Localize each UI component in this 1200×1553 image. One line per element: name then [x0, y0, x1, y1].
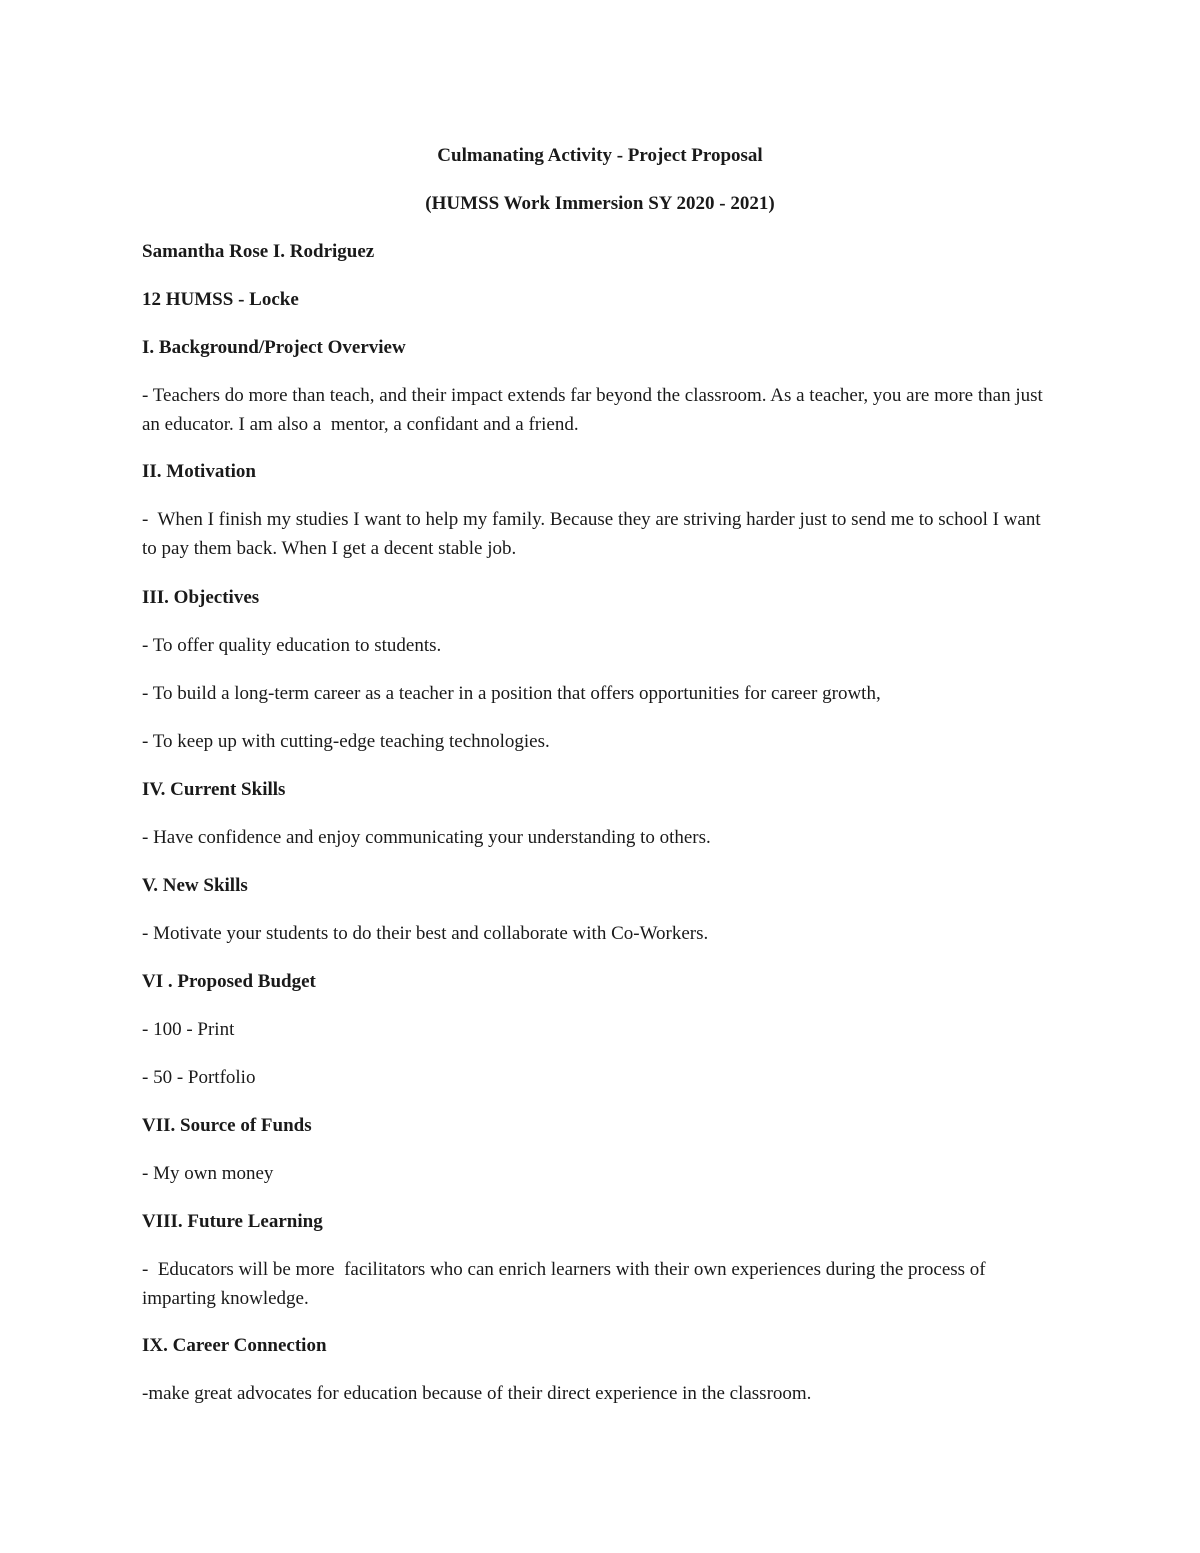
student-name: Samantha Rose I. Rodriguez [142, 241, 375, 262]
section-heading-future-learning: VIII. Future Learning [142, 1211, 323, 1232]
section-text-background: - Teachers do more than teach, and their impact extends far beyond the classroom. As a teacher, you are more than just an educator. I am also a mentor, a confidant and a friend. [142, 385, 1048, 435]
section-heading-new-skills: V. New Skills [142, 875, 248, 896]
budget-item: - 50 - Portfolio [142, 1067, 256, 1088]
section-heading-objectives: III. Objectives [142, 587, 260, 608]
section-heading-source-of-funds: VII. Source of Funds [142, 1115, 312, 1136]
section-text-current-skills: - Have confidence and enjoy communicating your understanding to others. [142, 827, 711, 848]
section-text-career-connection: -make great advocates for education because of their direct experience in the classroom. [142, 1383, 812, 1404]
objective-item: - To build a long-term career as a teacher in a position that offers opportunities for career growth, [142, 683, 881, 704]
section-heading-proposed-budget: VI . Proposed Budget [142, 971, 316, 992]
objective-item: - To offer quality education to students. [142, 635, 442, 656]
section-text-new-skills: - Motivate your students to do their best and collaborate with Co-Workers. [142, 923, 709, 944]
budget-item: - 100 - Print [142, 1019, 235, 1040]
section-heading-motivation: II. Motivation [142, 461, 256, 482]
section-text-source-of-funds: - My own money [142, 1163, 274, 1184]
section-heading-current-skills: IV. Current Skills [142, 779, 286, 800]
section-text-motivation: - When I finish my studies I want to help my family. Because they are striving harder just to send me to school I want to pay them back. When I get a decent stable job. [142, 509, 1046, 559]
section-text-future-learning: - Educators will be more facilitators who can enrich learners with their own experiences during the process of imparting knowledge. [142, 1259, 991, 1309]
objective-item: - To keep up with cutting-edge teaching technologies. [142, 731, 550, 752]
document-title: Culmanating Activity - Project Proposal [437, 145, 763, 166]
section-heading-background: I. Background/Project Overview [142, 337, 406, 358]
document-subtitle: (HUMSS Work Immersion SY 2020 - 2021) [425, 193, 775, 214]
student-section: 12 HUMSS - Locke [142, 289, 299, 310]
section-heading-career-connection: IX. Career Connection [142, 1335, 327, 1356]
